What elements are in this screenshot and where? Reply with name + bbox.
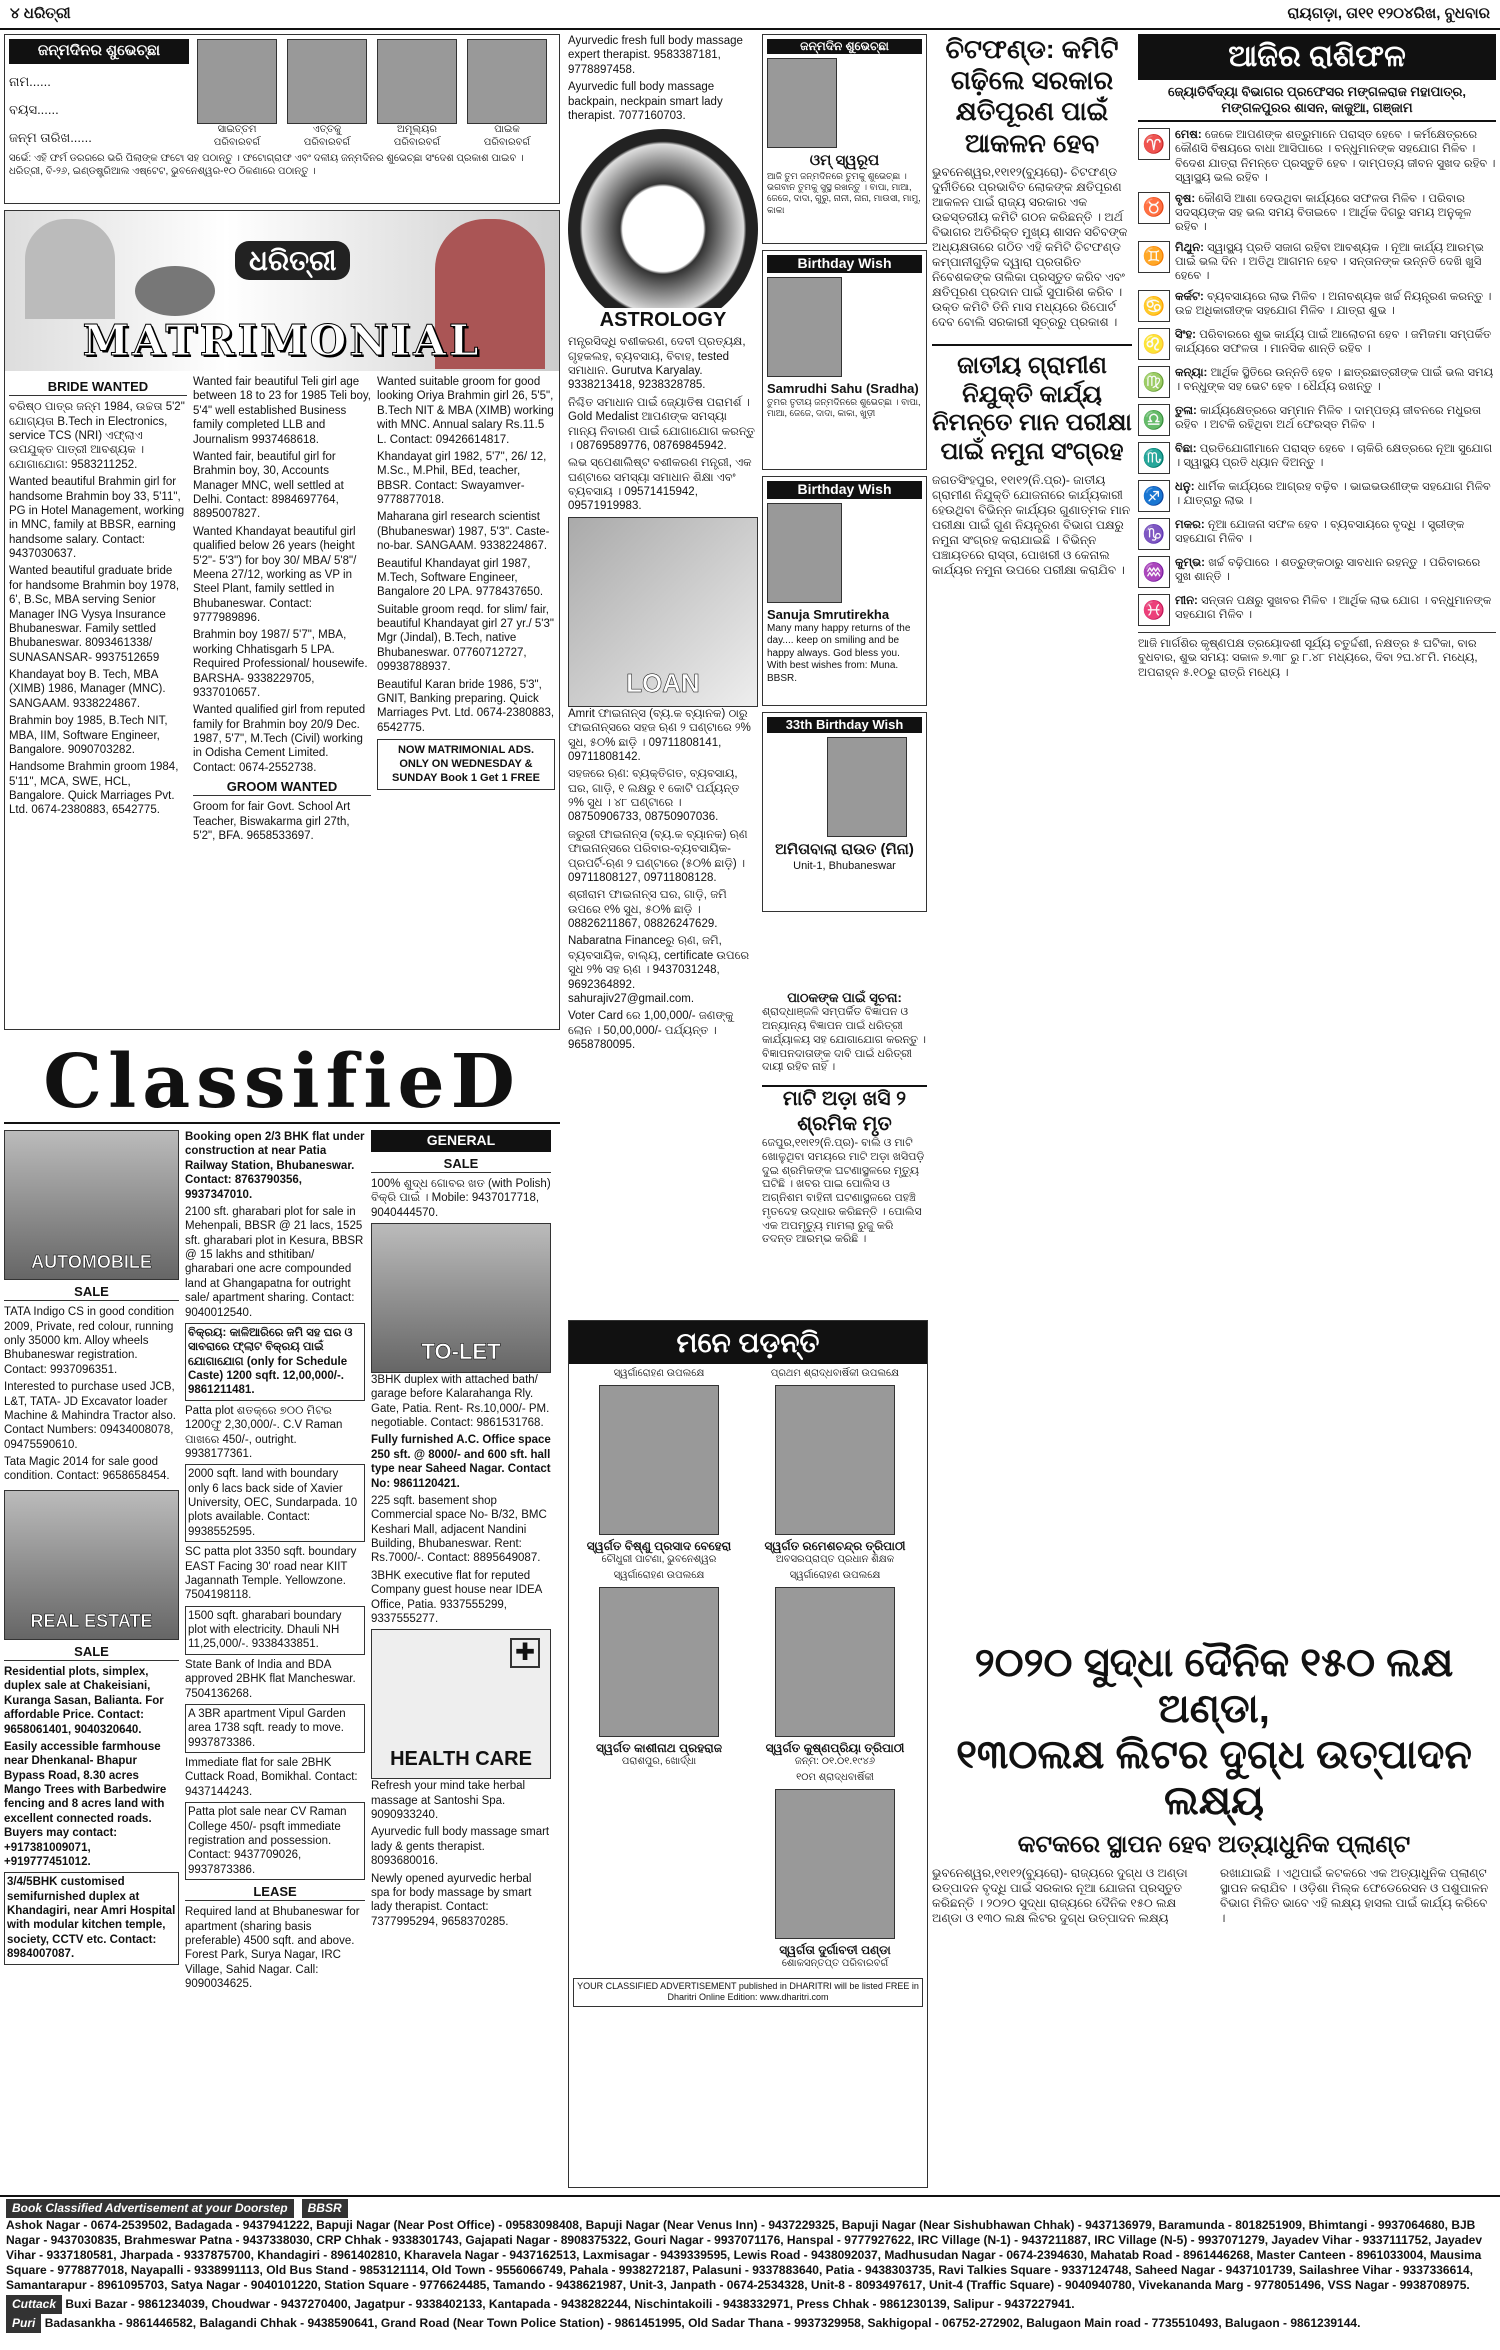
text: ନୂଆ ଯୋଜନା ସଫଳ ହେବ । ବ୍ୟବସାୟରେ ବୃଦ୍ଧି । ସ୍ତ୍ରୀଙ୍କ ସହଯୋଗ ମିଳିବ ।: [1175, 518, 1465, 546]
text: ଆର୍ଥିକ ସ୍ଥିତିରେ ଉନ୍ନତି ହେବ । ଛାତ୍ରଛାତ୍ରୀଙ୍କ ପାଇଁ ଭଲ ସମୟ । ବନ୍ଧୁଙ୍କ ସହ ଭେଟ ହେବ । ଧୈର୍ଯ୍ୟ ରଖନ୍ତୁ ।: [1175, 366, 1494, 394]
text: ବ୍ୟବସାୟରେ ଲାଭ ମିଳିବ । ଅନାବଶ୍ୟକ ଖର୍ଚ୍ଚ ନିୟନ୍ତ୍ରଣ କରନ୍ତୁ । ଉଚ୍ଚ ଅଧିକାରୀଙ୍କ ସହଯୋଗ ମିଳିବ । ଯାତ୍ରା ଶୁଭ ।: [1175, 290, 1492, 318]
general-sale-heading: SALE: [371, 1156, 551, 1173]
text: ପରାଶପୁର, ଖୋର୍ଦ୍ଧା: [621, 1755, 697, 1767]
matrimonial-banner: [5, 211, 559, 371]
child-photo-2: [287, 39, 367, 149]
text: ଚୌଧୁରୀ ପାଟଣା, ଭୁବନେଶ୍ୱର: [601, 1553, 717, 1565]
classified-ad: State Bank of India and BDA approved 2BHK flat Mancheswar. 7504136268.: [185, 1658, 356, 1700]
text: ତୁଳା:: [1175, 404, 1197, 417]
text: କନ୍ୟା:: [1175, 366, 1208, 379]
wish-message: Many many happy returns of the day.... keep on smiling and be happy always. God bless you. With best wishes from: Muna. BBSR.: [767, 622, 911, 684]
classified-title: ClassifieD: [4, 1036, 560, 1124]
matrimonial-promo: NOW MATRIMONIAL ADS. ONLY ON WEDNESDAY & SUNDAY Book 1 Get 1 FREE: [377, 739, 555, 790]
classified-ad: ବିକ୍ରୟ: କାଳିଆରିରେ ଜମି ସହ ଘର ଓ ସାବରାରେ ଫ୍ଲାଟ ବିକ୍ରୟ ପାଇଁ ଯୋଗାଯୋଗ (only for Schedule Caste) 1200 sqft. 12,00,000/-. 9861211481.: [185, 1323, 365, 1401]
wish-message: ତୁମର ତୃତୀୟ ଜନ୍ମଦିନରେ ଶୁଭେଚ୍ଛା । ବାପା, ମାଆ, ଜେଜେ, ଦାଦା, କାକା, ଖୁଡ଼ୀ: [767, 396, 921, 418]
wish-card-3: [762, 476, 927, 706]
wishes-column: [762, 34, 927, 918]
classified-ad: Patta plot ଶତକ୍ରେ ୭୦୦ ମିଟର 1200ଫୁ 2,30,000/-. C.V Raman ପାଖରେ 450/-, outright. 9938177361.: [185, 1404, 343, 1460]
photo: [377, 39, 457, 124]
classified-ad: 225 sqft. basement shop Commercial space No- B/32, BMC Keshari Mall, adjacent Nandini Building, Bhubaneswar. Rent: Rs.7000/-. Contact: 8895649087.: [371, 1494, 547, 1565]
text: କୌଣସି ଆଶା ଦେଉଥିବା କାର୍ଯ୍ୟରେ ସଫଳତା ମିଳିବ । ପରିବାର ସଦସ୍ୟଙ୍କ ସହ ଭଲ ସମୟ ବିତାଇବେ । ଆର୍ଥିକ ଦିଗରୁ ସମୟ ଅନୁକୂଳ ରହିବ ।: [1175, 192, 1472, 234]
photo: [197, 39, 277, 124]
news4-subhead: କଟକରେ ସ୍ଥାପନ ହେବ ଅତ୍ୟାଧୁନିକ ପ୍ଲାଣ୍ଟ: [1017, 1831, 1411, 1858]
classified-ad: Amrit ଫାଇନାନ୍ସ (ବ୍ୟ.କ ବ୍ୟାନକ) ଠାରୁ ଫାଇନାନ୍ସରେ ସହଜ ଋଣ ୨ ଘଣ୍ଟାରେ ୨% ସୁଧ, ୫୦% ଛାଡ଼ି । 09711808141, 09711808142.: [568, 707, 751, 763]
matrimonial-ad: Khandayat boy B. Tech, MBA (XIMB) 1986, Manager (MNC). SANGAAM. 9338224867.: [9, 669, 166, 710]
rashi-item: [1138, 328, 1496, 360]
automobile-label: AUTOMOBILE: [31, 1251, 152, 1272]
booking-centres-footer: [0, 2195, 1500, 2339]
scorpio-icon: ♏: [1138, 442, 1170, 474]
matrimonial-title: MATRIMONIAL: [82, 315, 482, 365]
wish-name: ଓମ୍ ସ୍ୱରୂପ: [809, 152, 880, 169]
text: ପରିବାରବର୍ଗ: [303, 136, 351, 148]
classified-ad: Ayurvedic full body massage backpain, neckpain smart lady therapist. 7077160703.: [568, 81, 723, 122]
matrimonial-ad: Beautiful Karan bride 1986, 5'3", GNIT, Banking preparing. Quick Marriages Pvt. Ltd. 0674-2380883, 6542775.: [377, 678, 555, 734]
classified-ad: Required land at Bhubaneswar for apartment (sharing basis preferable) 4500 sqft. and above. Forest Park, Surya Nagar, IRC Village, Sahid Nagar. Call: 9090034625.: [185, 1906, 360, 1991]
rashi-item: [1138, 556, 1496, 588]
text: ସ୍ୱର୍ଗାରୋହଣ ଉପଲକ୍ଷେ: [789, 1570, 881, 1581]
text: ପରିବାରବର୍ଗ: [213, 136, 261, 148]
bbsr-centres: Ashok Nagar - 0674-2539502, Badagada - 9437941222, Bapuji Nagar (Near Post Office) - 09583098408, Bapuji Nagar (Near Venus Inn) - 9437229325, Bapuji Nagar (Near Sishubhawan Chhak) - 9437136979, Baramunda - 8018251909, Bhimtangi - 9937064680, BJB Nagar - 9437030835, Brahmeswar Patna - 9437338030, CRP Chhak - 9338301743, Gajapati Nagar - 8908375322, Gouri Nagar - 9937071176, Hanspal - 9777927622, IRC Village (N-1) - 9437211887, IRC Village (N-5) - 9937071279, Jayadev Vihar - 9337111752, Jayadev Vihar - 9337180581, Jharpada - 9337875700, Khandagiri - 8961402810, Kharavela Nagar - 9437162513, Laxmisagar - 9439339595, Lewis Road - 9438092037, Madhusudan Nagar - 0674-2394630, Mahatab Road - 8961446268, Master Canteen - 8961033004, Mausima Square - 9778877018, Nayapalli - 9338991113, Old Bus Stand - 9853121114, Old Town - 9556066749, Pahala - 9938272187, Palasuni - 9337883640, Patia - 9438303735, Ravi Talkies Square - 9337124748, Saheed Nagar - 9437101739, Sailashree Vihar - 9337336614, Samantarapur - 8961095703, Satya Nagar - 9040101220, Station Square - 9776624485, Tamando - 9438621987, Unit-3, Janpath - 0674-2534328, Unit-8 - 8093497617, Unit-4 (Traffic Square) - 9040940780, Vivekananda Marg - 9778051496, VSS Nagar - 9938708975.: [6, 2218, 1483, 2292]
photo: [287, 39, 367, 124]
obituary-card: [573, 1570, 745, 1768]
classified-ad: Refresh your mind take herbal massage at Santoshi Spa. 9090933240.: [371, 1780, 526, 1821]
classified-ad: Newly opened ayurvedic herbal spa for body massage by smart lady therapist. Contact: 7377995294, 9658370285.: [371, 1872, 532, 1928]
text: ମକର:: [1175, 518, 1205, 531]
text: ଜନ୍ମ: ୦୧.୦୧.୧୯୪୬: [794, 1755, 876, 1767]
text: ସ୍ୱର୍ଗାରୋହଣ ଉପଲକ୍ଷେ: [613, 1368, 705, 1379]
wish-card-2: [762, 250, 927, 470]
child-photo-3: [377, 39, 457, 149]
gemini-icon: ♊: [1138, 241, 1170, 273]
rashi-item: [1138, 442, 1496, 474]
classified-ad: ସହଜରେ ଋଣ: ବ୍ୟକ୍ତିଗତ, ବ୍ୟବସାୟ, ଘର, ଗାଡ଼ି, ୧ ଲକ୍ଷରୁ ୧ କୋଟି ପର୍ଯ୍ୟନ୍ତ ୨% ସୁଧ । ୪୮ ଘଣ୍ଟାରେ । 08750906733, 08750907036.: [568, 768, 740, 824]
wish-card-4: [762, 712, 927, 912]
text: ପରିବାରବର୍ଗ: [483, 136, 531, 148]
zodiac-wheel-image: [568, 129, 758, 332]
news1-body: ଭୁବନେଶ୍ୱର,୧୧ା୧୨(ବ୍ୟୁରୋ)- ଚିଟଫଣ୍ଡ ଦୁର୍ନୀତିରେ ପ୍ରଭାବିତ ଲୋକଙ୍କ କ୍ଷତିପୂରଣ ଆକଳନ ପାଇଁ ରାଜ୍ୟ ସରକାର ଏକ ଉଚ୍ଚସ୍ତରୀୟ କମିଟି ଗଠନ କରିଛନ୍ତି । ଅର୍ଥ ବିଭାଗର ଅତିରିକ୍ତ ମୁଖ୍ୟ ଶାସନ ସଚିବଙ୍କ ଅଧ୍ୟକ୍ଷତାରେ ଗଠିତ ଏହି କମିଟି ଚିଟଫଣ୍ଡ କମ୍ପାନୀଗୁଡ଼ିକ ଦ୍ୱାରା ପ୍ରତାରିତ ନିବେଶକଙ୍କ ତାଲିକା ପ୍ରସ୍ତୁତ କରିବ ଏବଂ କ୍ଷତିପୂରଣ ପ୍ରଦାନ ପାଇଁ ସୁପାରିଶ କରିବ । ଉକ୍ତ କମିଟି ତିନି ମାସ ମଧ୍ୟରେ ରିପୋର୍ଟ ଦେବ ବୋଲି ସରକାରୀ ସୂତ୍ରରୁ ପ୍ରକାଶ ।: [932, 164, 1128, 329]
news2-headline: ଜାତୀୟ ଗ୍ରାମୀଣ ନିଯୁକ୍ତି କାର୍ଯ୍ୟ ନିମନ୍ତେ ମାନ ପରୀକ୍ଷା ପାଇଁ ନମୁନା ସଂଗ୍ରହ: [932, 344, 1132, 467]
footer-heading: Book Classified Advertisement at your Doorstep: [6, 2199, 294, 2218]
classified-ad: Residential plots, simplex, duplex sale at Chakeisiani, Kuranga Sasan, Balianta. For affordable Price. Contact: 9658061401, 9040320640.: [4, 1666, 164, 1736]
photo: [775, 1587, 895, 1737]
dateline: ରାୟଗଡ଼ା, ତା୧୧ ୧୨୦୪ରିଖ, ବୁଧବାର: [1287, 4, 1490, 22]
classified-ad: 100% ଶୁଦ୍ଧ ଗୋବର ଖତ (with Polish) ବିକ୍ରି ପାଇଁ । Mobile: 9437017718, 9040444570.: [371, 1177, 551, 1219]
panchang-text: ଆଜି ମାର୍ଗଶିର କୃଷ୍ଣପକ୍ଷ ତ୍ରୟୋଦଶୀ ସୂର୍ଯ୍ୟ ଚତୁର୍ଦ୍ଦଶୀ, ନକ୍ଷତ୍ର ୫ ଘଟିକା, ବାର ବୁଧବାର, ଶୁଭ ସମୟ: ସକାଳ ୭.୩୮ ରୁ ୮.୪୮ ମଧ୍ୟରେ, ଦିବା ୨ଘ.୪୮ମି. ମଧ୍ୟେ, ଅପରାହ୍ନ ୫.୧୦ରୁ ରାତ୍ରି ମଧ୍ୟେ ।: [1138, 632, 1496, 680]
reader-notice-title: ପାଠକଙ୍କ ପାଇଁ ସୂଚନା:: [787, 990, 902, 1005]
healthcare-image: [371, 1629, 551, 1779]
rashi-item: [1138, 241, 1496, 284]
classified-ad: Immediate flat for sale 2BHK Cuttack Road, Bomikhal. Contact: 9437144243.: [185, 1757, 358, 1798]
automobile-image: [4, 1130, 179, 1280]
obituary-card: [749, 1368, 921, 1566]
matrimonial-col-2: [193, 375, 371, 847]
birthday-form-title: ଜନ୍ମଦିନର ଶୁଭେଚ୍ଛା: [9, 39, 189, 64]
classified-ad: Ayurvedic fresh full body massage expert therapist. 9583387181, 9778897458.: [568, 35, 743, 76]
news-column: [932, 34, 1132, 578]
classified-ad: 3BHK executive flat for reputed Company guest house near IDEA Office, Patia. 9337555299, 9337555277.: [371, 1569, 542, 1625]
obituary-name: ସ୍ୱର୍ଗତ କୁଷ୍ଣପ୍ରିୟା ତ୍ରିପାଠୀ: [765, 1740, 905, 1755]
classified-ad: Easily accessible farmhouse near Dhenkanal- Bhapur Bypass Road, 8.30 acres Mango Trees with Barbedwire fencing and 8 acres land with excellent connected roads. Buyers may contact: +917381009071, +919777451012.: [4, 1740, 167, 1868]
birthday-form-note: ସର୍ଭେ: ଏହି ଫର୍ମ ଡରରରେ ଭରି ପିଲାଙ୍କ ଫଟୋ ସହ ପଠାନ୍ତୁ । ଫଟୋଗ୍ରାଫ ଏବଂ ଦଳୀୟ ଜନ୍ମଦିନର ଶୁଭେଚ୍ଛା ସଂଦେଶ ପ୍ରକାଶ ପାଇବ । ଧରିତ୍ରୀ, ବି-୨୬, ଇଣ୍ଡଷ୍ଟ୍ରିଆଲ ଏଷ୍ଟେଟ, ଭୁବନେଶ୍ୱର-୧୦ ଠିକଣାରେ ପଠାନ୍ତୁ ।: [9, 153, 524, 177]
text: ପାଇକ: [494, 124, 520, 135]
text: ୧୦ମ ଶ୍ରାଦ୍ଧବାର୍ଷିକୀ: [796, 1772, 874, 1783]
rashi-item: [1138, 594, 1496, 626]
matrimonial-ad: Handsome Brahmin groom 1984, 5'11", MCA, SWE, HCL, Bangalore. Quick Marriages Pvt. Ltd. 0674-2380883, 6542775.: [9, 761, 179, 817]
text: ଏତ୍ତକୁ: [312, 124, 342, 135]
wish-name: ଅମିତାବାଲା ରାଉତ (ମିନା): [775, 841, 914, 859]
mane-padanti-title: ମନେ ପଡ଼ନ୍ତି: [569, 1321, 927, 1364]
puri-label: Puri: [6, 2314, 41, 2333]
classified-ad: 3BHK duplex with attached bath/ garage before Kalarahanga Rly. Gate, Patia. Rent- Rs.10,000/- PM. negotiable. Contact: 9861531768.: [371, 1373, 550, 1429]
obituary-name: ସ୍ୱର୍ଗତ କାଶୀନାଥ ପ୍ରହରାଜ: [596, 1740, 722, 1755]
rashi-item: [1138, 290, 1496, 322]
leo-icon: ♌: [1138, 328, 1170, 360]
lease-heading: LEASE: [185, 1884, 365, 1901]
wish-title: 33th Birthday Wish: [767, 717, 922, 733]
matrimonial-ad: Beautiful Khandayat girl 1987, M.Tech, Software Engineer, Bangalore 20 LPA. 9778437650.: [377, 557, 544, 599]
classified-ad: Interested to purchase used JCB, L&T, TATA- JD Excavator loader Machine & Mahindra Tractor also. Contact Numbers: 09434008078, 09475590610.: [4, 1381, 176, 1451]
mane-padanti-section: [568, 1320, 928, 2188]
aquarius-icon: ♒: [1138, 556, 1170, 588]
classified-ad: Voter Card ରେ 1,00,000/- ଜଣଙ୍କୁ ଲୋନ । 50,00,000/- ପର୍ଯ୍ୟନ୍ତ । 9658780095.: [568, 1010, 734, 1051]
temple-graphic: [25, 219, 115, 319]
dharitri-logo: ଧରିତ୍ରୀ: [235, 241, 350, 280]
text: ସ୍ୱାସ୍ଥ୍ୟ ପ୍ରତି ସଜାଗ ରହିବା ଆବଶ୍ୟକ । ନୂଆ କାର୍ଯ୍ୟ ଆରମ୍ଭ ପାଇଁ ଭଲ ଦିନ । ଅତିଥି ଆଗମନ ହେବ । ସନ୍ତାନଙ୍କ ଉନ୍ନତି ଦେଖି ଖୁସି ହେବେ ।: [1175, 241, 1484, 283]
text: ପ୍ରଥମ ଶ୍ରାଦ୍ଧବାର୍ଷିକୀ ଉପଲକ୍ଷେ: [770, 1368, 900, 1379]
tolet-label: TO-LET: [421, 1339, 501, 1365]
astrology-label: ASTROLOGY: [568, 308, 758, 333]
news2-body: ଜଗତସିଂହପୁର, ୧୧ା୧୨(ନି.ପ୍ର)- ଜାତୀୟ ଗ୍ରାମୀଣ ନିଯୁକ୍ତି ଯୋଜନାରେ କାର୍ଯ୍ୟକାରୀ ହେଉଥିବା ବିଭିନ୍ନ କାର୍ଯ୍ୟର ଗୁଣାତ୍ମକ ମାନ ପରୀକ୍ଷା ପାଇଁ ଗୁଣ ନିୟନ୍ତ୍ରଣ ବିଭାଗ ପକ୍ଷରୁ ନମୁନା ସଂଗ୍ରହ କରାଯାଇଛି । ବିଭିନ୍ନ ପଞ୍ଚାୟତରେ ରାସ୍ତା, ପୋଖରୀ ଓ କେନାଲ କାର୍ଯ୍ୟର ନମୁନା ଉପରେ ପରୀକ୍ଷା କରାଯିବ ।: [932, 472, 1131, 577]
child-photo-1: [197, 39, 277, 149]
text: ପରିବାରବର୍ଗ: [393, 136, 441, 148]
text: ଧନୁ:: [1175, 480, 1195, 493]
libra-icon: ♎: [1138, 404, 1170, 436]
text: ସନ୍ତାନ ପକ୍ଷରୁ ସୁଖବର ମିଳିବ । ଆର୍ଥିକ ଲାଭ ଯୋଗ । ବନ୍ଧୁମାନଙ୍କ ସହଯୋଗ ମିଳିବ ।: [1175, 594, 1492, 622]
tolet-image: [371, 1223, 551, 1373]
classified-ad: Booking open 2/3 BHK flat under construction at near Patia Railway Station, Bhubaneswar. Contact: 8763790356, 9937347010.: [185, 1131, 365, 1201]
loan-label: LOAN: [626, 668, 700, 699]
text: ଶୋକସନ୍ତପ୍ତ ପରିବାରବର୍ଗ: [781, 1957, 889, 1969]
text: ମେଷ:: [1175, 129, 1202, 141]
text: ପ୍ରତିଯୋଗୀମାନେ ପରାସ୍ତ ହେବେ । ଚାକିରି କ୍ଷେତ୍ରରେ ନୂଆ ସୁଯୋଗ । ସ୍ୱାସ୍ଥ୍ୟ ପ୍ରତି ଧ୍ୟାନ ଦିଅନ୍ତୁ ।: [1175, 442, 1493, 470]
loan-image: [568, 517, 758, 707]
rashi-item: [1138, 480, 1496, 512]
matrimonial-ad: Khandayat girl 1982, 5'7", 26/ 12, M.Sc., M.Phil, BEd, teacher, BBSR. Contact: Swayamver- 9778877018.: [377, 450, 547, 506]
rashi-item: [1138, 192, 1496, 235]
classified-ad: ନିଶ୍ଚିତ ସମାଧାନ ପାଇଁ ଜ୍ୟୋତିଷ ପରାମର୍ଶ । Gold Medalist ଆପଣଙ୍କ ସମସ୍ୟା ମାନ୍ୟ ନିବାରଣ ପାଇଁ ଯୋଗାଯୋଗ କରନ୍ତୁ । 08769589776, 08769845942.: [568, 396, 755, 452]
rashifal-title: ଆଜିର ରାଶିଫଳ: [1138, 34, 1496, 80]
wish-photo: [827, 737, 907, 837]
birthday-form: [4, 34, 560, 204]
classified-ad: 2000 sqft. land with boundary only 6 lacs back side of Xavier University, OEC, Sundarpada. 10 plots available. Contact: 9938552595.: [185, 1464, 365, 1542]
reader-notice-body: ଶ୍ରାଦ୍ଧାଞ୍ଜଳି ସମ୍ପର୍କିତ ବିଜ୍ଞାପନ ଓ ଅନ୍ୟାନ୍ୟ ବିଜ୍ଞାପନ ପାଇଁ ଧରିତ୍ରୀ କାର୍ଯ୍ୟାଳୟ ସହ ଯୋଗାଯୋଗ କରନ୍ତୁ । ବିଜ୍ଞାପନଦାତାଙ୍କ ଦାବି ପାଇଁ ଧରିତ୍ରୀ ଦାୟୀ ରହିବ ନାହିଁ ।: [762, 1006, 926, 1074]
obituary-card: [573, 1368, 745, 1566]
puri-centres: Badasankha - 9861446582, Balagandi Chhak - 9438590641, Grand Road (Near Town Police Station) - 9861451995, Old Sadar Thana - 9937329958, Sakhigopal - 06752-272902, Balugaon Main road - 7735510493, Balugaon - 9861239144.: [44, 2316, 1361, 2330]
text: କାର୍ଯ୍ୟକ୍ଷେତ୍ରରେ ସମ୍ମାନ ମିଳିବ । ଦାମ୍ପତ୍ୟ ଜୀବନରେ ମଧୁରତା ରହିବ । ଅଟକି ରହିଥିବା ଅର୍ଥ ଫେରସ୍ତ ମିଳିବ ।: [1175, 404, 1482, 432]
classified-ad: ମନ୍ତ୍ରସିଦ୍ଧି ବଶୀକରଣ, ଦେବୀ ପ୍ରତ୍ୟକ୍ଷ, ଗୃହକଲହ, ବ୍ୟବସାୟ, ବିବାହ, tested ସମାଧାନ. Gurutva Karyalay. 9338213418, 9238328785.: [568, 336, 746, 392]
general-heading: GENERAL: [371, 1130, 551, 1152]
drum-graphic: [135, 266, 215, 316]
rashifal-section: [1138, 34, 1496, 1634]
matrimonial-section: [4, 210, 560, 1030]
classified-ad: Ayurvedic full body massage smart lady & gents therapist. 8093680016.: [371, 1826, 550, 1868]
matrimonial-ad: Brahmin boy 1987/ 5'7", MBA, working Chhatisgarh 5 LPA. Required Professional/ housewife. BARSHA- 9338229705, 9337010657.: [193, 629, 368, 699]
cancer-icon: ♋: [1138, 290, 1170, 322]
medical-cross-icon: ✚: [510, 1638, 540, 1668]
text: ପରିବାରରେ ଶୁଭ କାର୍ଯ୍ୟ ପାଇଁ ଆଲୋଚନା ହେବ । ଜମିଜମା ସମ୍ପର୍କିତ କାର୍ଯ୍ୟରେ ସଫଳତା । ମାନସିକ ଶାନ୍ତି ରହିବ ।: [1175, 328, 1492, 356]
text: କୁମ୍ଭ:: [1175, 556, 1205, 569]
classified-ad: 1500 sqft. gharabari boundary plot with electricity. Dhauli NH 11,25,000/-. 9338433851.: [185, 1606, 365, 1655]
photo: [599, 1385, 719, 1535]
wish-card-1: [762, 34, 927, 244]
capricorn-icon: ♑: [1138, 518, 1170, 550]
classified-col-auto: [4, 1130, 179, 2350]
news1-headline: ଚିଟଫଣ୍ଡ: କମିଟି ଗଢ଼ିଲେ ସରକାର କ୍ଷତିପୂରଣ ପାଇଁ ଆକଳନ ହେବ: [945, 34, 1119, 158]
wish-photo: [767, 277, 842, 377]
text: ଅମୂଲ୍ୟର: [397, 124, 437, 135]
matrimonial-ad: Wanted fair beautiful Teli girl age between 18 to 23 for 1985 Teli boy, 5'4" well established Business family completed LLB and Journalism 9937468618.: [193, 376, 371, 446]
bbsr-label: BBSR: [302, 2199, 348, 2218]
matrimonial-col-3: [377, 375, 555, 847]
classified-col-general: [371, 1130, 551, 2350]
news4-section: [932, 1640, 1496, 2188]
classified-ad: ଜରୁରୀ ଫାଇନାନ୍ସ (ବ୍ୟ.କ ବ୍ୟାନକ) ଋଣ ଫାଇନାନ୍ସରେ ପରିବାର-ବ୍ୟବସାୟିକ-ପ୍ରପର୍ଟି-ଋଣ ୨ ଘଣ୍ଟାରେ (୫୦% ଛାଡ଼ି) । 09711808127, 09711808128.: [568, 828, 748, 884]
news3-body: ଜେପୁର,୧୧ା୧୨(ନି.ପ୍ର)- ବାଲି ଓ ମାଟି ଖୋଳୁଥିବା ସମୟରେ ମାଟି ଅଡ଼ା ଖସିପଡ଼ି ଦୁଇ ଶ୍ରମିକଙ୍କ ଘଟଣାସ୍ଥଳରେ ମୃତ୍ୟୁ ଘଟିଛି । ଖବର ପାଇ ପୋଲିସ ଓ ଅଗ୍ନିଶମ ବାହିନୀ ଘଟଣାସ୍ଥଳରେ ପହଞ୍ଚି ମୃତଦେହ ଉଦ୍ଧାର କରିଛନ୍ତି । ପୋଲିସ ଏକ ଅପମୃତ୍ୟୁ ମାମଲା ରୁଜୁ କରି ତଦନ୍ତ ଆରମ୍ଭ କରିଛି ।: [762, 1137, 925, 1246]
classified-ad: 2100 sft. gharabari plot for sale in Mehenpali, BBSR @ 21 lacs, 1525 sft. gharabari plot in Kesura, BBSR @ 15 lakhs and sthitiban/ gharabari one acre compounded land at Ghangapatna for outright sale/ apartment sharing. Contact: 9040012540.: [185, 1205, 364, 1319]
reader-notice: [762, 990, 927, 1247]
text: ବୃଷ:: [1175, 192, 1196, 205]
news3-headline: ମାଟି ଅଡ଼ା ଖସି ୨ ଶ୍ରମିକ ମୃତ: [762, 1085, 927, 1137]
page-number-masthead: ୪ ଧରିତ୍ରୀ: [10, 4, 71, 22]
classified-ad: TATA Indigo CS in good condition 2009, Private, red colour, running only 35000 km. Alloy wheels Bhubaneswar registration. Contact: 9937096351.: [4, 1306, 175, 1376]
rashi-item: [1138, 404, 1496, 436]
wish-photo: [767, 503, 842, 603]
obituary-name: ସ୍ୱର୍ଗତ ବିଷ୍ଣୁ ପ୍ରସାଦ ବେହେରା: [586, 1538, 732, 1553]
wish-title: ଜନ୍ମଦିନ ଶୁଭେଚ୍ଛା: [767, 39, 922, 54]
text: ବିଛା:: [1175, 442, 1197, 455]
obituary-card: [749, 1772, 921, 1970]
realestate-label: REAL ESTATE: [30, 1611, 153, 1632]
photo: [775, 1789, 895, 1939]
matrimonial-col-1: [9, 375, 187, 847]
rashifal-list: [1138, 122, 1496, 626]
classified-ad: 3/4/5BHK customised semifurnished duplex at Khandagiri, near Amri Hospital with modular kitchen temple, society, CCTV etc. Contact: 8984007087.: [4, 1872, 179, 1964]
news4-body: ଭୁବନେଶ୍ୱର,୧୧ା୧୨(ବ୍ୟୁରୋ)- ରାଜ୍ୟରେ ଦୁଗ୍ଧ ଓ ଅଣ୍ଡା ଉତ୍ପାଦନ ବୃଦ୍ଧି ପାଇଁ ସରକାର ନୂଆ ଯୋଜନା ପ୍ରସ୍ତୁତ କରିଛନ୍ତି । ୨୦୨୦ ସୁଦ୍ଧା ରାଜ୍ୟରେ ଦୈନିକ ୧୫୦ ଲକ୍ଷ ଅଣ୍ଡା ଓ ୧୩୦ ଲକ୍ଷ ଲିଟର ଦୁଗ୍ଧ ଉତ୍ପାଦନ ଲକ୍ଷ୍ୟ ରଖାଯାଇଛି । ଏଥିପାଇଁ କଟକରେ ଏକ ଅତ୍ୟାଧୁନିକ ପ୍ଲାଣ୍ଟ ସ୍ଥାପନ କରାଯିବ । ଓଡ଼ିଶା ମିଲ୍କ ଫେଡେରେସନ ଓ ପଶୁପାଳନ ବିଭାଗ ମିଳିତ ଭାବେ ଏହି ଲକ୍ଷ୍ୟ ହାସଲ ପାଇଁ କାର୍ଯ୍ୟ କରିବେ ।: [932, 1866, 1489, 1925]
matrimonial-ad: Wanted beautiful Brahmin girl for handsome Brahmin boy 33, 5'11", PG in Hotel Management, working in MNC, family at BBSR, earning handsome salary. Contact: 9437030637.: [9, 476, 185, 560]
classified-ad: ଶ୍ରୀରାମ ଫାଇନାନ୍ସ ଘର, ଗାଡ଼ି, ଜମି ଉପରେ ୧% ସୁଧ, ୫୦% ଛାଡ଼ି । 08826211867, 08826247629.: [568, 889, 727, 930]
wish-name: Sanuja Smrutirekha: [767, 606, 890, 622]
matrimonial-ad: Wanted Khandayat beautiful girl qualified below 26 years (height 5'2"- 5'3") for boy 30/ MBA/ 5'8"/ Meena 27/12, working as VP in Steel Plant, family settled in Bhubaneswar. Contact: 9777989896.: [193, 525, 357, 624]
text: ସ୍ୱର୍ଗାରୋହଣ ଉପଲକ୍ଷେ: [613, 1570, 705, 1581]
matrimonial-ad: Brahmin boy 1985, B.Tech NIT, MBA, IIM, Software Engineer, Bangalore. 9090703282.: [9, 715, 168, 756]
matrimonial-ad: Suitable groom reqd. for slim/ fair, beautiful Khandayat girl 27 yr./ 5'3" Mgr (Jindal), B.Tech, native Bhubaneswar. 07760712727, 09938788937.: [377, 603, 554, 674]
classified-ad: ଲଭ ସ୍ପେଶାଲିଷ୍ଟ ବଶୀକରଣ ମନ୍ତ୍ରୀ, ଏକ ଘଣ୍ଟାରେ ସମସ୍ୟା ସମାଧାନ ଶିକ୍ଷା ଏବଂ ବ୍ୟବସାୟ । 09571415942, 09571919983.: [568, 457, 752, 513]
online-edition-note: YOUR CLASSIFIED ADVERTISEMENT published in DHARITRI will be listed FREE in Dharitri Online Edition: www.dharitri.com: [573, 1978, 923, 2007]
text: ସିଂହ:: [1175, 328, 1196, 341]
cuttack-label: Cuttack: [6, 2295, 62, 2314]
news4-headline-2: ୧୩୦ଲକ୍ଷ ଲିଟର ଦୁଗ୍ଧ ଉତ୍ପାଦନ ଲକ୍ଷ୍ୟ: [956, 1733, 1472, 1823]
matrimonial-ad: Wanted fair, beautiful girl for Brahmin boy, 30, Accounts Manager MNC, well settled at Delhi. Contact: 8984697764, 8895007827.: [193, 450, 344, 521]
sagittarius-icon: ♐: [1138, 480, 1170, 512]
matrimonial-ad: Maharana girl research scientist (Bhubaneswar) 1987, 5'3". Caste-no-bar. SANGAAM. 9338224867.: [377, 511, 550, 553]
classified-columns: [4, 1130, 560, 2350]
wish-title: Birthday Wish: [767, 481, 922, 499]
text: ଧାର୍ମିକ କାର୍ଯ୍ୟରେ ଆଗ୍ରହ ବଢ଼ିବ । ଭାଇଭଉଣୀଙ୍କ ସହଯୋଗ ମିଳିବ । ଯାତ୍ରାରୁ ଲାଭ ।: [1175, 480, 1491, 508]
page-header: [0, 0, 1500, 30]
aries-icon: ♈: [1138, 128, 1170, 160]
text: ଜେକେ ଆପଣଙ୍କ ଶତ୍ରୁମାନେ ପରାସ୍ତ ହେବେ । କର୍ମକ୍ଷେତ୍ରରେ କୌଣସି ବିଷୟରେ ବାଧା ଆସିପାରେ । ବନ୍ଧୁମାନଙ୍କ ସହଯୋଗ ମିଳିବ । ବିଦେଶ ଯାତ୍ରା ନିମନ୍ତେ ପ୍ରସ୍ତୁତି ହେବ । ଦାମ୍ପତ୍ୟ ଜୀବନ ସୁଖଦ ରହିବ । ସ୍ୱାସ୍ଥ୍ୟ ଭଲ ରହିବ ।: [1175, 129, 1496, 185]
astrology-loan-column: [568, 34, 758, 1055]
matrimonial-ad: Wanted beautiful graduate bride for handsome Brahmin boy 1978, 6', B.Sc, MBA serving Senior Manager ING Vysya Insurance Bhubaneswar. Family settled Bhubaneswar. 8093461338/ SUNASANSAR- 9937512659: [9, 565, 180, 664]
rashi-item: [1138, 366, 1496, 398]
auto-sale-heading: SALE: [4, 1284, 179, 1301]
bride-wanted-heading: BRIDE WANTED: [9, 379, 187, 396]
rashi-item: [1138, 518, 1496, 550]
rashi-item: [1138, 128, 1496, 186]
realestate-sale-heading: SALE: [4, 1644, 179, 1661]
obituary-name: ସ୍ୱର୍ଗତ ରମେଶଚନ୍ଦ୍ର ତ୍ରିପାଠୀ: [764, 1538, 906, 1553]
rashifal-subtitle: ଜ୍ୟୋତିର୍ବିଦ୍ୟା ବିଭାଗର ପ୍ରଫେସର ମଙ୍ଗଳରାଜ ମହାପାତ୍ର, ମଙ୍ଗଳପୁରର ଶାସନ, କାଜୁଆ, ଗଞ୍ଜାମ: [1138, 80, 1496, 123]
matrimonial-ad: Wanted suitable groom for good looking Oriya Brahmin girl 26, 5'5", B.Tech NIT & MBA (XIMB) working with MNC. Annual salary Rs.11.5 L. Contact: 09426614817.: [377, 376, 554, 446]
text: ସାଇତ୍ତମ: [217, 124, 257, 135]
matrimonial-ad: ବରିଷ୍ଠ ପାତ୍ର ଜନ୍ମ 1984, ଉଚ୍ଚତା 5'2" ଯୋଗ୍ୟତା B.Tech in Electronics, service TCS (NRI) ଏଫ୍ଲାଏ ଉପଯୁକ୍ତ ପାତ୍ରୀ ଆବଶ୍ୟକ । ଯୋଗାଯୋଗ: 9583211252.: [9, 401, 185, 471]
classified-col-property: [185, 1130, 365, 2350]
left-section: [4, 34, 560, 2350]
photo: [775, 1385, 895, 1535]
obituary-card: [749, 1570, 921, 1768]
form-field-dob: ଜନ୍ମ ତାରିଖ......: [9, 130, 92, 146]
classified-ad: Tata Magic 2014 for sale good condition. Contact: 9658658454.: [4, 1456, 170, 1483]
text: କର୍କଟ:: [1175, 290, 1204, 303]
healthcare-label: HEALTH CARE: [390, 1748, 532, 1771]
wish-message: Unit-1, Bhubaneswar: [793, 860, 896, 872]
text: ଅବସରପ୍ରାପ୍ତ ପ୍ରଧାନ ଶିକ୍ଷକ: [775, 1553, 895, 1565]
pisces-icon: ♓: [1138, 594, 1170, 626]
photo: [467, 39, 547, 124]
wish-title: Birthday Wish: [767, 255, 922, 273]
virgo-icon: ♍: [1138, 366, 1170, 398]
classified-ad: Patta plot sale near CV Raman College 450/- psqft immediate registration and possession. Contact: 9437709026, 9937873386.: [185, 1802, 365, 1880]
text: ଖର୍ଚ୍ଚ ବଢ଼ିପାରେ । ଶତ୍ରୁଙ୍କଠାରୁ ସାବଧାନ ରହନ୍ତୁ । ପରିବାରରେ ସୁଖ ଶାନ୍ତି ।: [1175, 556, 1481, 584]
text: ମିଥୁନ:: [1175, 241, 1204, 254]
taurus-icon: ♉: [1138, 192, 1170, 224]
groom-wanted-heading: GROOM WANTED: [193, 779, 371, 796]
classified-ad: Nabaratna Financeରୁ ଋଣ, ଜମି, ବ୍ୟବସାୟିକ, ବାଲ୍ୟ, certificate ଉପରେ ସୁଧ ୨% ସହ ଋଣ । 9437031248, 9692364892. sahurajiv27@gmail.com.: [568, 935, 750, 1005]
child-photo-4: [467, 39, 547, 149]
text: ମୀନ:: [1175, 594, 1198, 607]
cuttack-centres: Buxi Bazar - 9861234039, Choudwar - 9437270400, Jagatpur - 9338402133, Kantapada - 9438282244, Nischintakoili - 9438332971, Press Chhak - 9861230139, Salipur - 9437227941.: [65, 2297, 1075, 2311]
wish-name: Samrudhi Sahu (Sradha): [767, 380, 919, 396]
classified-ad: A 3BR apartment Vipul Garden area 1738 sqft. ready to move. 9937873386.: [185, 1704, 365, 1753]
wish-photo: [767, 58, 837, 148]
form-field-name: ନାମ......: [9, 73, 51, 89]
classified-ad: SC patta plot 3350 sqft. boundary EAST Facing 30' road near KIIT Jagannath Temple. Yellowzone. 7504198118.: [185, 1546, 357, 1602]
matrimonial-ad: Wanted qualified girl from reputed family for Brahmin boy 20/9 Dec. 1987, 5'7", M.Tech (Civil) working in Odisha Cement Limited. Contact: 0674-2552738.: [193, 704, 366, 774]
matrimonial-ad: Groom for fair Govt. School Art Teacher, Biswakarma girl 27th, 5'2", BFA. 9658533697.: [193, 801, 351, 843]
news4-headline-1: ୨୦୨୦ ସୁଦ୍ଧା ଦୈନିକ ୧୫୦ ଲକ୍ଷ ଅଣ୍ଡା,: [974, 1641, 1454, 1731]
classified-ad: Fully furnished A.C. Office space 250 sft. @ 8000/- and 600 sft. hall type near Saheed Nagar. Contact No: 9861120421.: [371, 1434, 551, 1490]
realestate-image: [4, 1490, 179, 1640]
photo: [599, 1587, 719, 1737]
wish-message: ଆଜି ତୁମ ଜନ୍ମଦିନରେ ତୁମକୁ ଶୁଭେଚ୍ଛା । ଭଗବାନ ତୁମକୁ ସୁସ୍ଥ ରଖନ୍ତୁ । ବାପା, ମାଆ, ଜେଜେ, ଦାଦା, ଗୁରୁ, ନାନୀ, ନାନା, ମାଉସୀ, ମାମୁ, କାକା: [767, 170, 921, 215]
obituary-name: ସ୍ୱର୍ଗତା ଦୁର୍ଗାବତୀ ପଣ୍ଡା: [779, 1942, 891, 1957]
form-field-age: ବୟସ......: [9, 102, 59, 117]
